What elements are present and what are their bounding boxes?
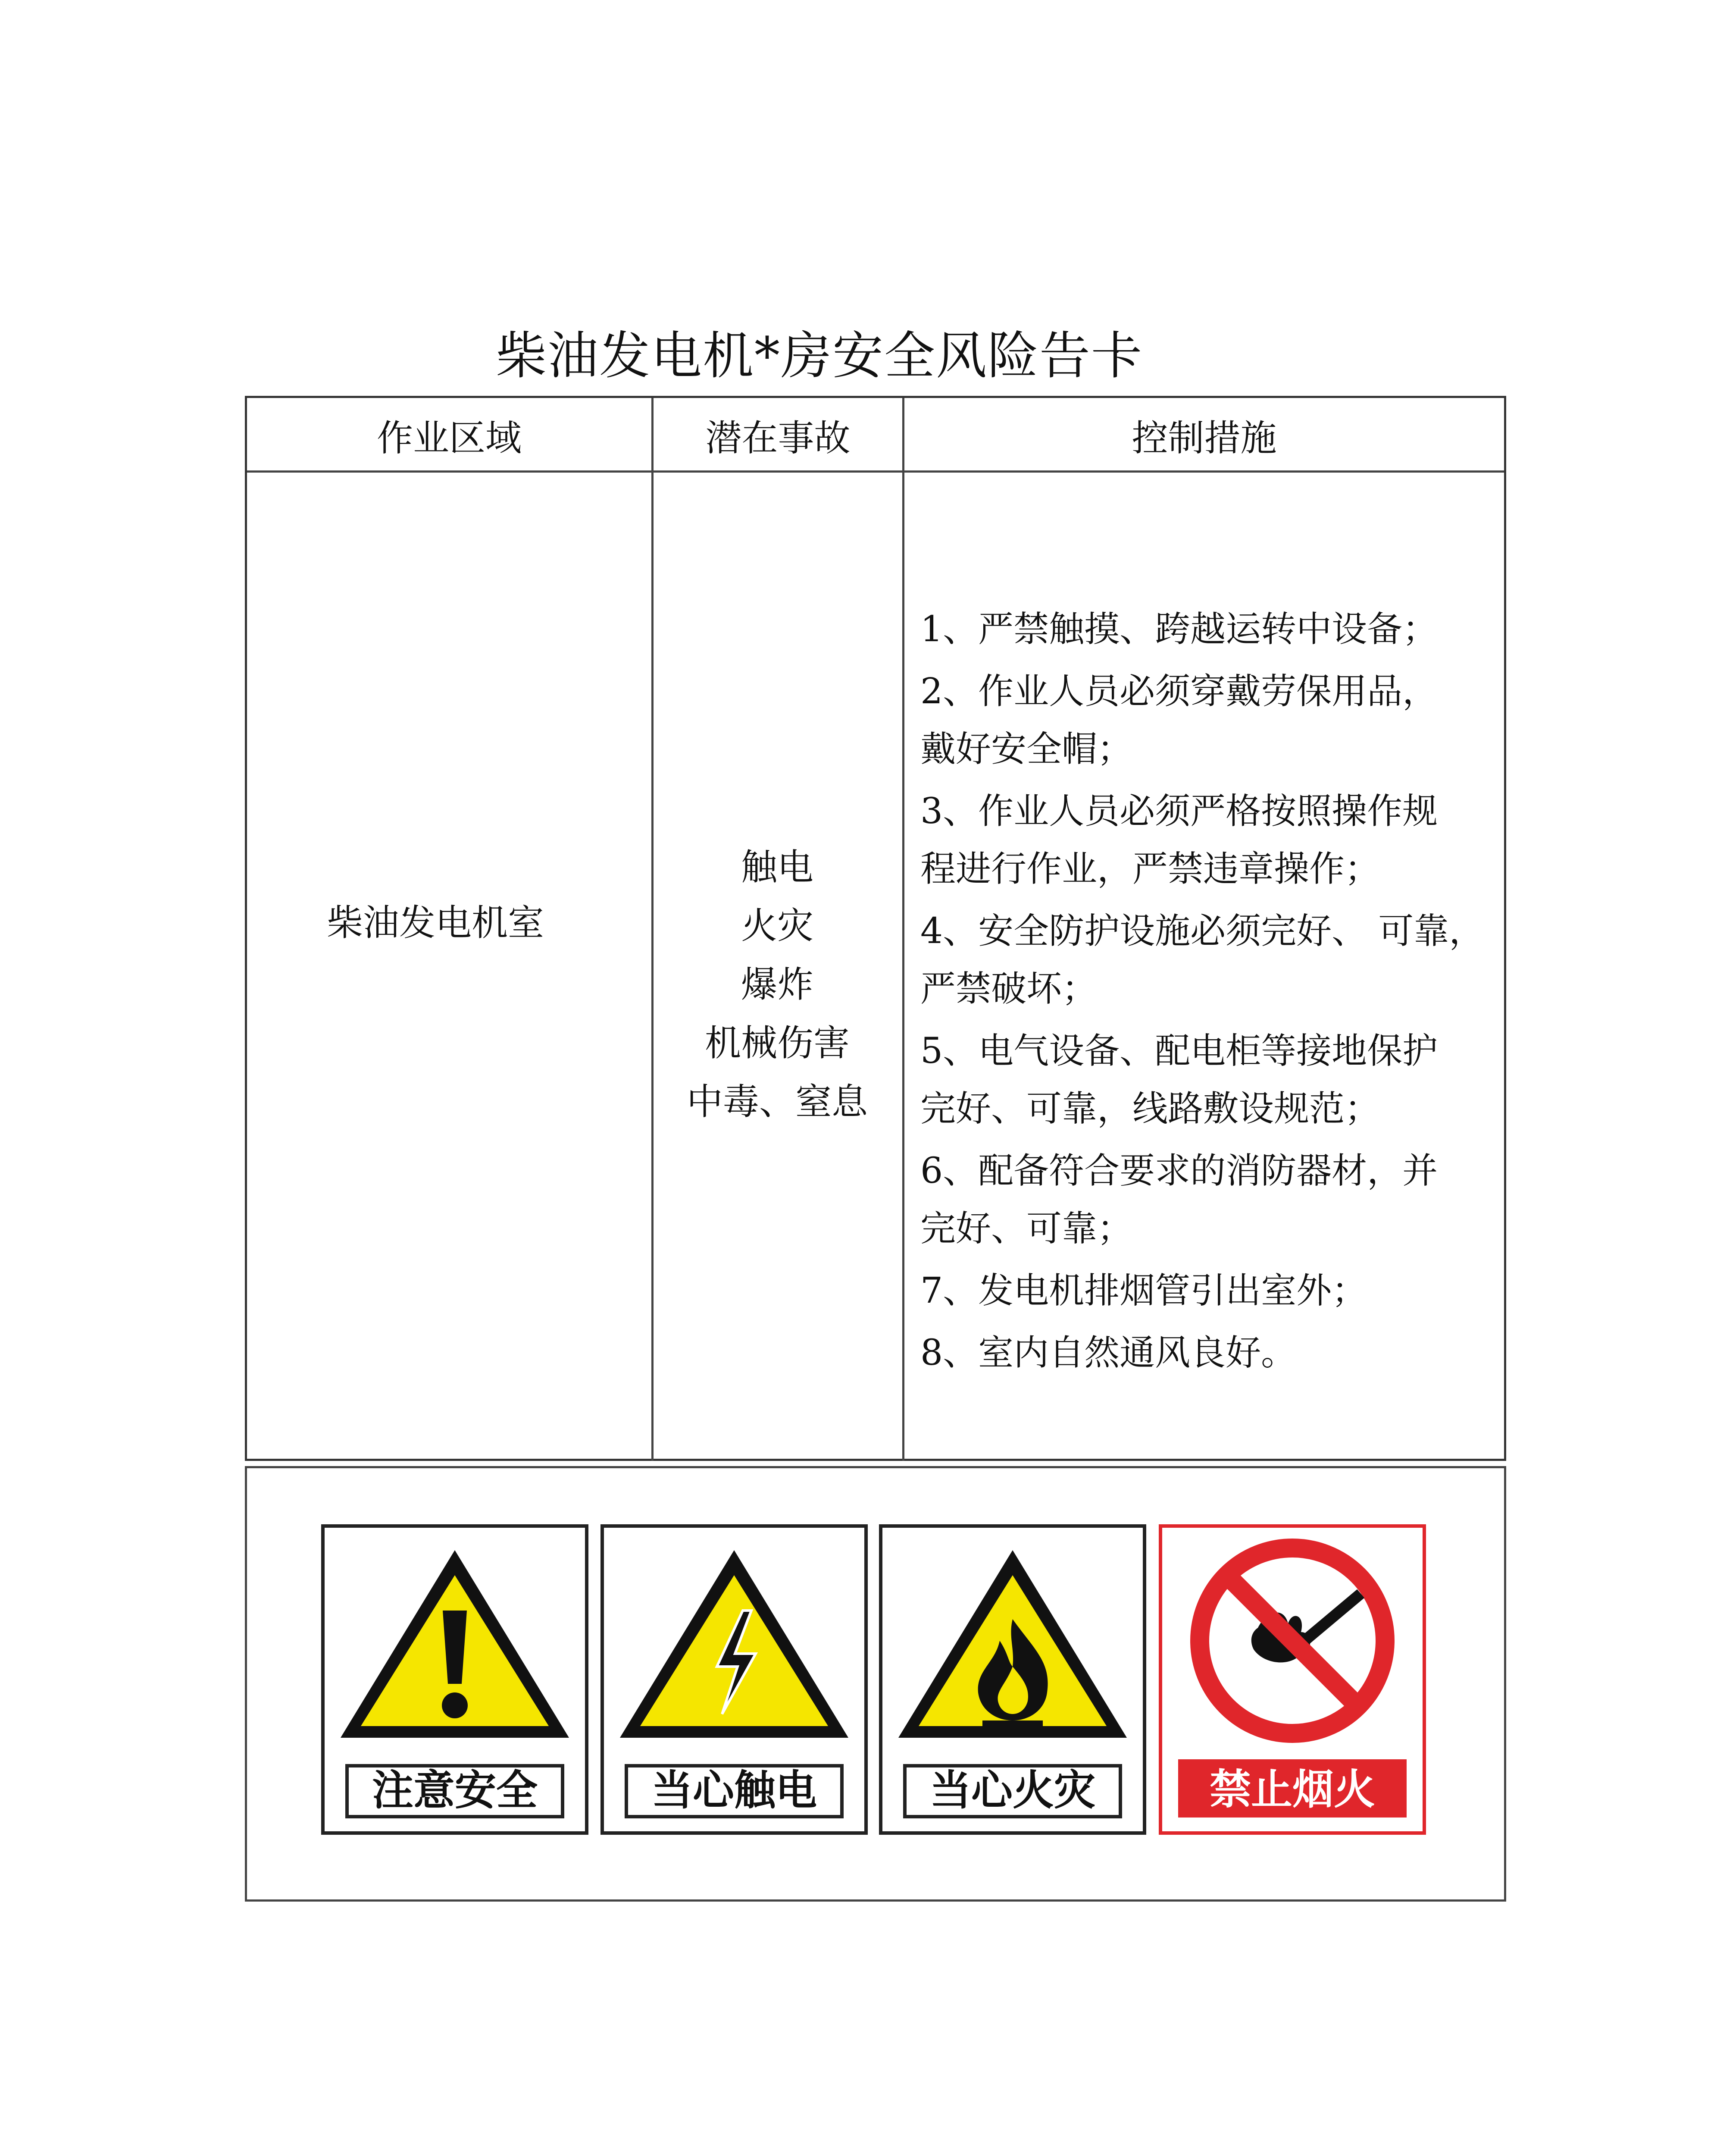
sign-label: 注意安全 — [372, 1766, 538, 1814]
measure-item: 6、配备符合要求的消防器材，并 完好、可靠； — [920, 1150, 1438, 1249]
measures-cell — [920, 601, 1498, 1386]
header-measures: 控制措施 — [1132, 417, 1277, 459]
accident-item: 爆炸 — [741, 963, 813, 1006]
accidents-cell — [652, 838, 902, 1131]
measure-item: 1、严禁触摸、跨越运转中设备； — [920, 609, 1438, 650]
fire-hazard-sign — [879, 1524, 1146, 1835]
accident-item: 火灾 — [741, 905, 813, 947]
sign-label: 当心触电 — [651, 1766, 817, 1814]
column-divider-2 — [902, 398, 904, 1461]
sign-label: 当心火灾 — [930, 1766, 1095, 1814]
safety-signs-panel — [245, 1466, 1506, 1902]
risk-table — [245, 396, 1506, 1461]
measure-item: 7、发电机排烟管引出室外； — [920, 1270, 1367, 1311]
measure-item: 8、室内自然通风良好。 — [920, 1332, 1297, 1373]
accident-item: 中毒、窒息 — [686, 1081, 868, 1123]
work-area-cell: 柴油发电机室 — [327, 902, 544, 944]
accident-item: 触电 — [741, 846, 813, 888]
no-fire-sign — [1159, 1524, 1426, 1835]
electric-shock-sign — [600, 1524, 868, 1835]
measure-item: 3、作业人员必须严格按照操作规 程进行作业，严禁违章操作； — [920, 791, 1438, 890]
no-smoking-icon — [1200, 1548, 1385, 1733]
page-title: 柴油发电机*房安全风险告卡 — [496, 326, 1143, 385]
sign-label: 禁止烟火 — [1210, 1765, 1375, 1814]
measure-item: 2、作业人员必须穿戴劳保用品， 戴好安全帽； — [920, 671, 1438, 770]
caution-safety-sign — [321, 1524, 588, 1835]
accident-item: 机械伤害 — [704, 1022, 850, 1064]
measure-item: 4、安全防护设施必须完好、 可靠， 严禁破坏； — [920, 911, 1485, 1009]
header-area: 作业区域 — [376, 417, 522, 459]
measure-item: 5、电气设备、配电柜等接地保护 完好、可靠，线路敷设规范； — [920, 1031, 1438, 1129]
header-accidents: 潜在事故 — [705, 417, 851, 459]
